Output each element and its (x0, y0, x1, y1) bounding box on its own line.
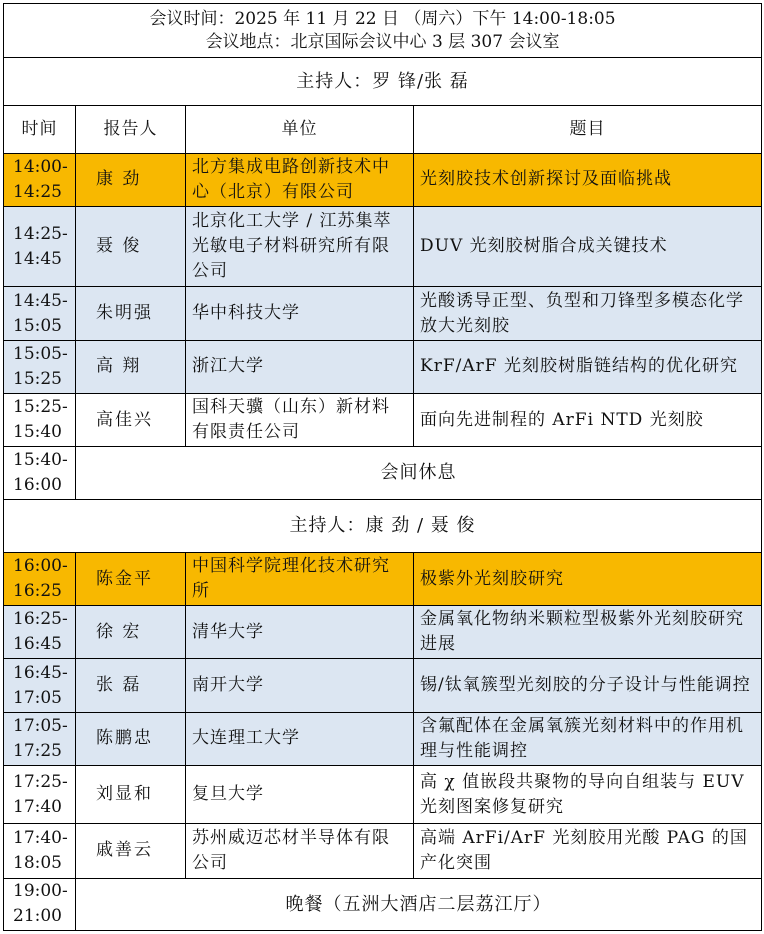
agenda-row (4, 340, 762, 393)
time-start: 17:40- (13, 827, 68, 848)
topic-cell: DUV 光刻胶树脂合成关键技术 (414, 207, 762, 287)
session2-host: 主持人：康 劲 / 聂 俊 (4, 499, 762, 552)
time-start: 16:25- (13, 609, 68, 630)
time-cell (4, 552, 76, 605)
speaker-cell: 刘显和 (76, 766, 186, 824)
time-start: 15:05- (13, 343, 68, 364)
topic-cell: 面向先进制程的 ArFi NTD 光刻胶 (414, 394, 762, 447)
speaker-cell: 戚善云 (76, 824, 186, 878)
session1-host-row (4, 58, 762, 105)
time-start: 15:40- (13, 449, 68, 470)
time-cell (4, 153, 76, 206)
agenda-row (4, 824, 762, 878)
meeting-info-cell (4, 4, 762, 58)
time-end: 15:25 (13, 368, 62, 389)
unit-cell: 南开大学 (186, 659, 414, 712)
time-cell (4, 606, 76, 659)
time-end: 16:00 (13, 474, 62, 495)
unit-cell: 中国科学院理化技术研究所 (186, 552, 414, 605)
agenda-table (3, 3, 762, 931)
topic-cell: 金属氧化物纳米颗粒型极紫外光刻胶研究进展 (414, 606, 762, 659)
time-start: 14:00- (13, 156, 68, 177)
time-start: 17:05- (13, 715, 68, 736)
agenda-row (4, 712, 762, 765)
speaker-cell: 张 磊 (76, 659, 186, 712)
time-cell (4, 340, 76, 393)
meeting-info-row (4, 4, 762, 58)
unit-cell: 北方集成电路创新技术中心（北京）有限公司 (186, 153, 414, 206)
unit-cell: 国科天骥（山东）新材料有限责任公司 (186, 394, 414, 447)
speaker-cell: 聂 俊 (76, 207, 186, 287)
col-header-unit: 单位 (186, 105, 414, 153)
agenda-row (4, 552, 762, 605)
time-end: 17:40 (13, 796, 62, 817)
agenda-row (4, 606, 762, 659)
time-start: 19:00- (13, 881, 68, 902)
break-row (4, 447, 762, 499)
unit-cell: 苏州威迈芯材半导体有限公司 (186, 824, 414, 878)
break-label: 会间休息 (76, 447, 762, 499)
dinner-label: 晚餐（五洲大酒店二层荔江厅） (76, 878, 762, 930)
speaker-cell: 徐 宏 (76, 606, 186, 659)
time-start: 16:00- (13, 556, 68, 577)
time-start: 15:25- (13, 397, 68, 418)
agenda-row (4, 659, 762, 712)
topic-cell: 锡/钛氧簇型光刻胶的分子设计与性能调控 (414, 659, 762, 712)
time-cell (4, 207, 76, 287)
topic-cell: KrF/ArF 光刻胶树脂链结构的优化研究 (414, 340, 762, 393)
time-cell (4, 712, 76, 765)
agenda-row (4, 153, 762, 206)
speaker-cell: 朱明强 (76, 287, 186, 340)
unit-cell: 北京化工大学 / 江苏集萃光敏电子材料研究所有限公司 (186, 207, 414, 287)
agenda-row (4, 394, 762, 447)
agenda-row (4, 766, 762, 824)
topic-cell: 含氟配体在金属氧簇光刻材料中的作用机理与性能调控 (414, 712, 762, 765)
meeting-place: 会议地点：北京国际会议中心 3 层 307 会议室 (205, 31, 560, 52)
time-end: 21:00 (13, 906, 62, 927)
time-cell (4, 287, 76, 340)
topic-cell: 极紫外光刻胶研究 (414, 552, 762, 605)
speaker-cell: 陈鹏忠 (76, 712, 186, 765)
time-cell (4, 878, 76, 930)
speaker-cell: 陈金平 (76, 552, 186, 605)
time-end: 17:05 (13, 687, 62, 708)
time-cell (4, 394, 76, 447)
time-cell (4, 766, 76, 824)
dinner-row (4, 878, 762, 930)
time-end: 16:25 (13, 581, 62, 602)
topic-cell: 高端 ArFi/ArF 光刻胶用光酸 PAG 的国产化突围 (414, 824, 762, 878)
topic-cell: 光酸诱导正型、负型和刀锋型多模态化学放大光刻胶 (414, 287, 762, 340)
unit-cell: 华中科技大学 (186, 287, 414, 340)
column-header-row (4, 105, 762, 153)
agenda-row (4, 287, 762, 340)
time-start: 14:45- (13, 290, 68, 311)
time-end: 16:45 (13, 634, 62, 655)
speaker-cell: 高 翔 (76, 340, 186, 393)
col-header-topic: 题目 (414, 105, 762, 153)
time-cell (4, 447, 76, 499)
speaker-cell: 康 劲 (76, 153, 186, 206)
time-end: 15:40 (13, 422, 62, 443)
topic-cell: 高 χ 值嵌段共聚物的导向自组装与 EUV 光刻图案修复研究 (414, 766, 762, 824)
session2-host-row (4, 499, 762, 552)
time-end: 14:45 (13, 248, 62, 269)
speaker-cell: 高佳兴 (76, 394, 186, 447)
session1-host: 主持人：罗 锋/张 磊 (4, 58, 762, 105)
time-end: 17:25 (13, 740, 62, 761)
time-end: 15:05 (13, 315, 62, 336)
col-header-speaker: 报告人 (76, 105, 186, 153)
time-cell (4, 824, 76, 878)
agenda-row (4, 207, 762, 287)
time-start: 17:25- (13, 771, 68, 792)
unit-cell: 浙江大学 (186, 340, 414, 393)
meeting-time: 会议时间：2025 年 11 月 22 日 （周六）下午 14:00-18:05 (149, 8, 616, 29)
time-start: 16:45- (13, 662, 68, 683)
time-end: 18:05 (13, 852, 62, 873)
unit-cell: 复旦大学 (186, 766, 414, 824)
time-start: 14:25- (13, 223, 68, 244)
unit-cell: 大连理工大学 (186, 712, 414, 765)
col-header-time: 时间 (4, 105, 76, 153)
time-cell (4, 659, 76, 712)
unit-cell: 清华大学 (186, 606, 414, 659)
time-end: 14:25 (13, 181, 62, 202)
topic-cell: 光刻胶技术创新探讨及面临挑战 (414, 153, 762, 206)
